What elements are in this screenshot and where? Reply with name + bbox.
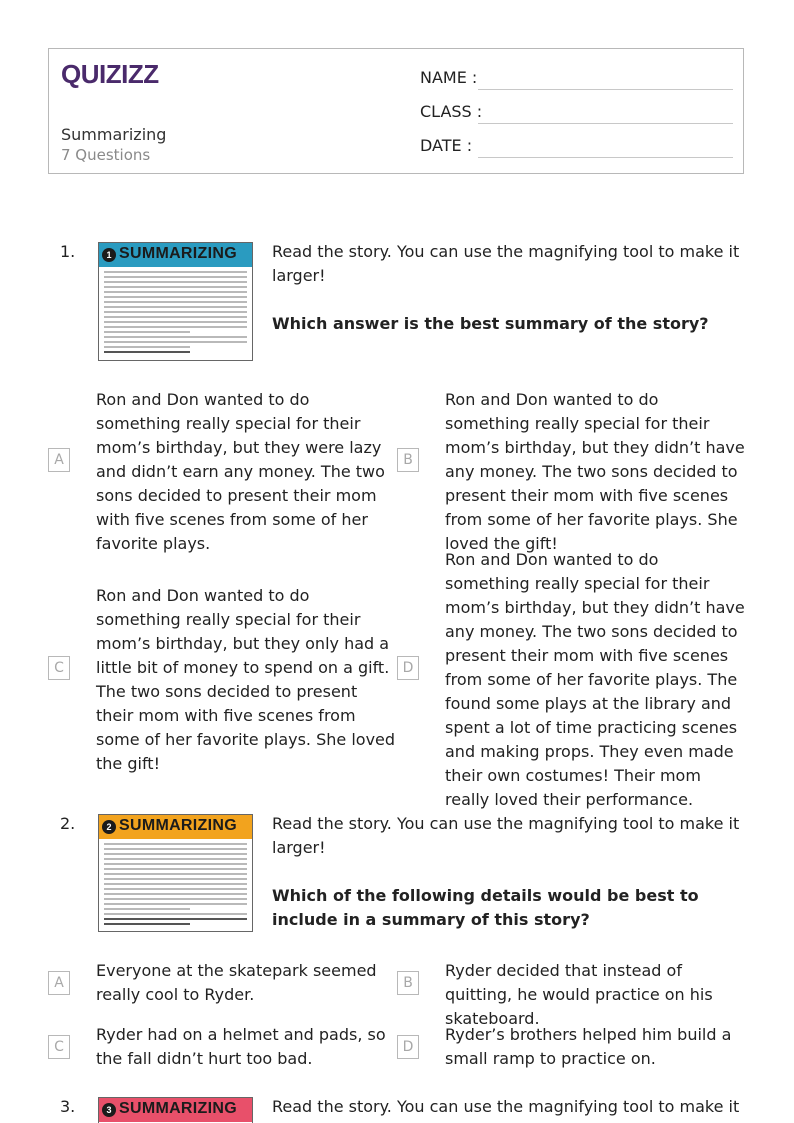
option-c-box[interactable]: C bbox=[48, 656, 70, 680]
worksheet-header bbox=[48, 48, 744, 174]
question-prompt: Read the story. You can use the magnifying tool to make it larger! bbox=[272, 814, 740, 857]
story-image-title: SUMMARIZING bbox=[119, 245, 237, 262]
quizizz-logo: QUIZIZZ bbox=[61, 59, 159, 89]
option-a-text[interactable]: Everyone at the skatepark seemed really cool to Ryder. bbox=[96, 961, 377, 1004]
story-image-banner bbox=[99, 1098, 252, 1122]
story-image-title: SUMMARIZING bbox=[119, 817, 237, 834]
option-d-box[interactable]: D bbox=[397, 656, 419, 680]
name-label: NAME : bbox=[420, 68, 478, 87]
story-image-banner bbox=[99, 243, 252, 267]
option-c-box[interactable]: C bbox=[48, 1035, 70, 1059]
option-d-text[interactable]: Ron and Don wanted to do something really special for their mom’s birthday, but they didn’t have any money. The two sons decided to present their mom with five scenes from some of her favorite plays. The found some plays at the library and spent a lot of time practicing scenes and making props. They even made their own costumes! Their mom really loved their performance. bbox=[445, 550, 745, 809]
question-prompt: Read the story. You can use the magnifying tool to make it larger! bbox=[272, 242, 740, 285]
question-text bbox=[272, 1095, 742, 1119]
worksheet-title: Summarizing bbox=[61, 125, 167, 144]
option-b-box[interactable]: B bbox=[397, 971, 419, 995]
option-b-box[interactable]: B bbox=[397, 448, 419, 472]
story-number-badge: 3 bbox=[102, 1103, 116, 1117]
option-c-text[interactable]: Ryder had on a helmet and pads, so the fall didn’t hurt too bad. bbox=[96, 1025, 386, 1068]
class-label: CLASS : bbox=[420, 102, 483, 121]
question-prompt: Read the story. You can use the magnifying tool to make it bbox=[272, 1097, 740, 1116]
option-a-text[interactable]: Ron and Don wanted to do something really special for their mom’s birthday, but they were lazy and didn’t earn any money. The two sons decided to present their mom with five scenes from some of her favorite plays. bbox=[96, 390, 385, 553]
option-a-box[interactable]: A bbox=[48, 448, 70, 472]
question-count: 7 Questions bbox=[61, 146, 151, 164]
date-label: DATE : bbox=[420, 136, 473, 155]
option-a-box[interactable]: A bbox=[48, 971, 70, 995]
question-stem: Which of the following details would be best to include in a summary of this story? bbox=[272, 886, 699, 929]
class-field[interactable] bbox=[478, 123, 733, 124]
question-stem: Which answer is the best summary of the story? bbox=[272, 314, 709, 333]
option-b-text[interactable]: Ron and Don wanted to do something really special for their mom’s birthday, but they didn’t have any money. The two sons decided to present their mom with five scenes from some of her favorite plays. She loved the gift! bbox=[445, 390, 745, 553]
option-d-text[interactable]: Ryder’s brothers helped him build a small ramp to practice on. bbox=[445, 1025, 732, 1068]
question-text bbox=[272, 240, 742, 336]
story-number-badge: 2 bbox=[102, 820, 116, 834]
option-c-text[interactable]: Ron and Don wanted to do something really special for their mom’s birthday, but they only had a little bit of money to spend on a gift. The two sons decided to present their mom with five scenes from some of her favorite plays. She loved the gift! bbox=[96, 586, 396, 773]
story-image[interactable] bbox=[98, 814, 253, 932]
story-text-lines bbox=[99, 267, 252, 360]
name-field[interactable] bbox=[478, 89, 733, 90]
question-text bbox=[272, 812, 742, 932]
question-number: 2. bbox=[60, 814, 76, 833]
option-b-text[interactable]: Ryder decided that instead of quitting, he would practice on his skateboard. bbox=[445, 961, 713, 1028]
story-text-lines bbox=[99, 839, 252, 932]
story-image-banner bbox=[99, 815, 252, 839]
story-image[interactable] bbox=[98, 1097, 253, 1123]
date-field[interactable] bbox=[478, 157, 733, 158]
story-number-badge: 1 bbox=[102, 248, 116, 262]
option-d-box[interactable]: D bbox=[397, 1035, 419, 1059]
question-number: 3. bbox=[60, 1097, 76, 1116]
story-image[interactable] bbox=[98, 242, 253, 361]
story-image-title: SUMMARIZING bbox=[119, 1100, 237, 1117]
question-number: 1. bbox=[60, 242, 76, 261]
